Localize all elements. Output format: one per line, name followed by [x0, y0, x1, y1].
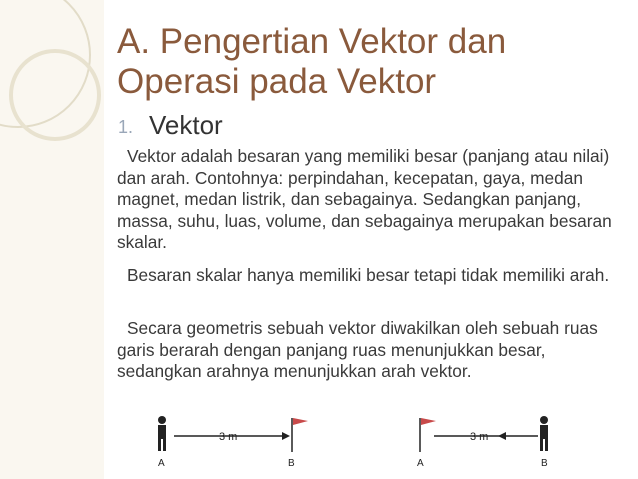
distance-label: 3 m [219, 431, 238, 443]
decor-circle-inner [11, 51, 99, 139]
paragraph-scalar: Besaran skalar hanya memiliki besar tetapi tidak memiliki arah. [127, 265, 610, 285]
slide-title [117, 22, 617, 102]
section-number: 1. [118, 117, 134, 137]
point-b-label: B [541, 458, 548, 469]
decorative-circles [0, 0, 120, 200]
point-b-label: B [288, 458, 295, 469]
section-heading: Vektor [149, 110, 223, 140]
paragraph-definition: Vektor adalah besaran yang memiliki besar (panjang atau nilai) dan arah. Contohnya: perpindahan, kecepatan, gaya, medan magnet, medan listrik, dan sebagainya. Sedangkan panjang, massa, suhu, luas, volume, dan sebagainya merupakan besaran skalar. [117, 146, 612, 253]
paragraph-geometric: Secara geometris sebuah vektor diwakilkan oleh sebuah ruas garis berarah dengan panjang ruas menunjukkan besar, sedangkan arahnya menunjukkan arah vektor. [117, 318, 598, 382]
distance-label: 3 m [470, 431, 489, 443]
title-line-2: Operasi pada Vektor [117, 62, 437, 101]
title-line-1: A. Pengertian Vektor dan [117, 22, 507, 61]
vector-illustration [104, 388, 624, 479]
point-a-label: A [417, 458, 424, 469]
point-a-label: A [158, 458, 165, 469]
